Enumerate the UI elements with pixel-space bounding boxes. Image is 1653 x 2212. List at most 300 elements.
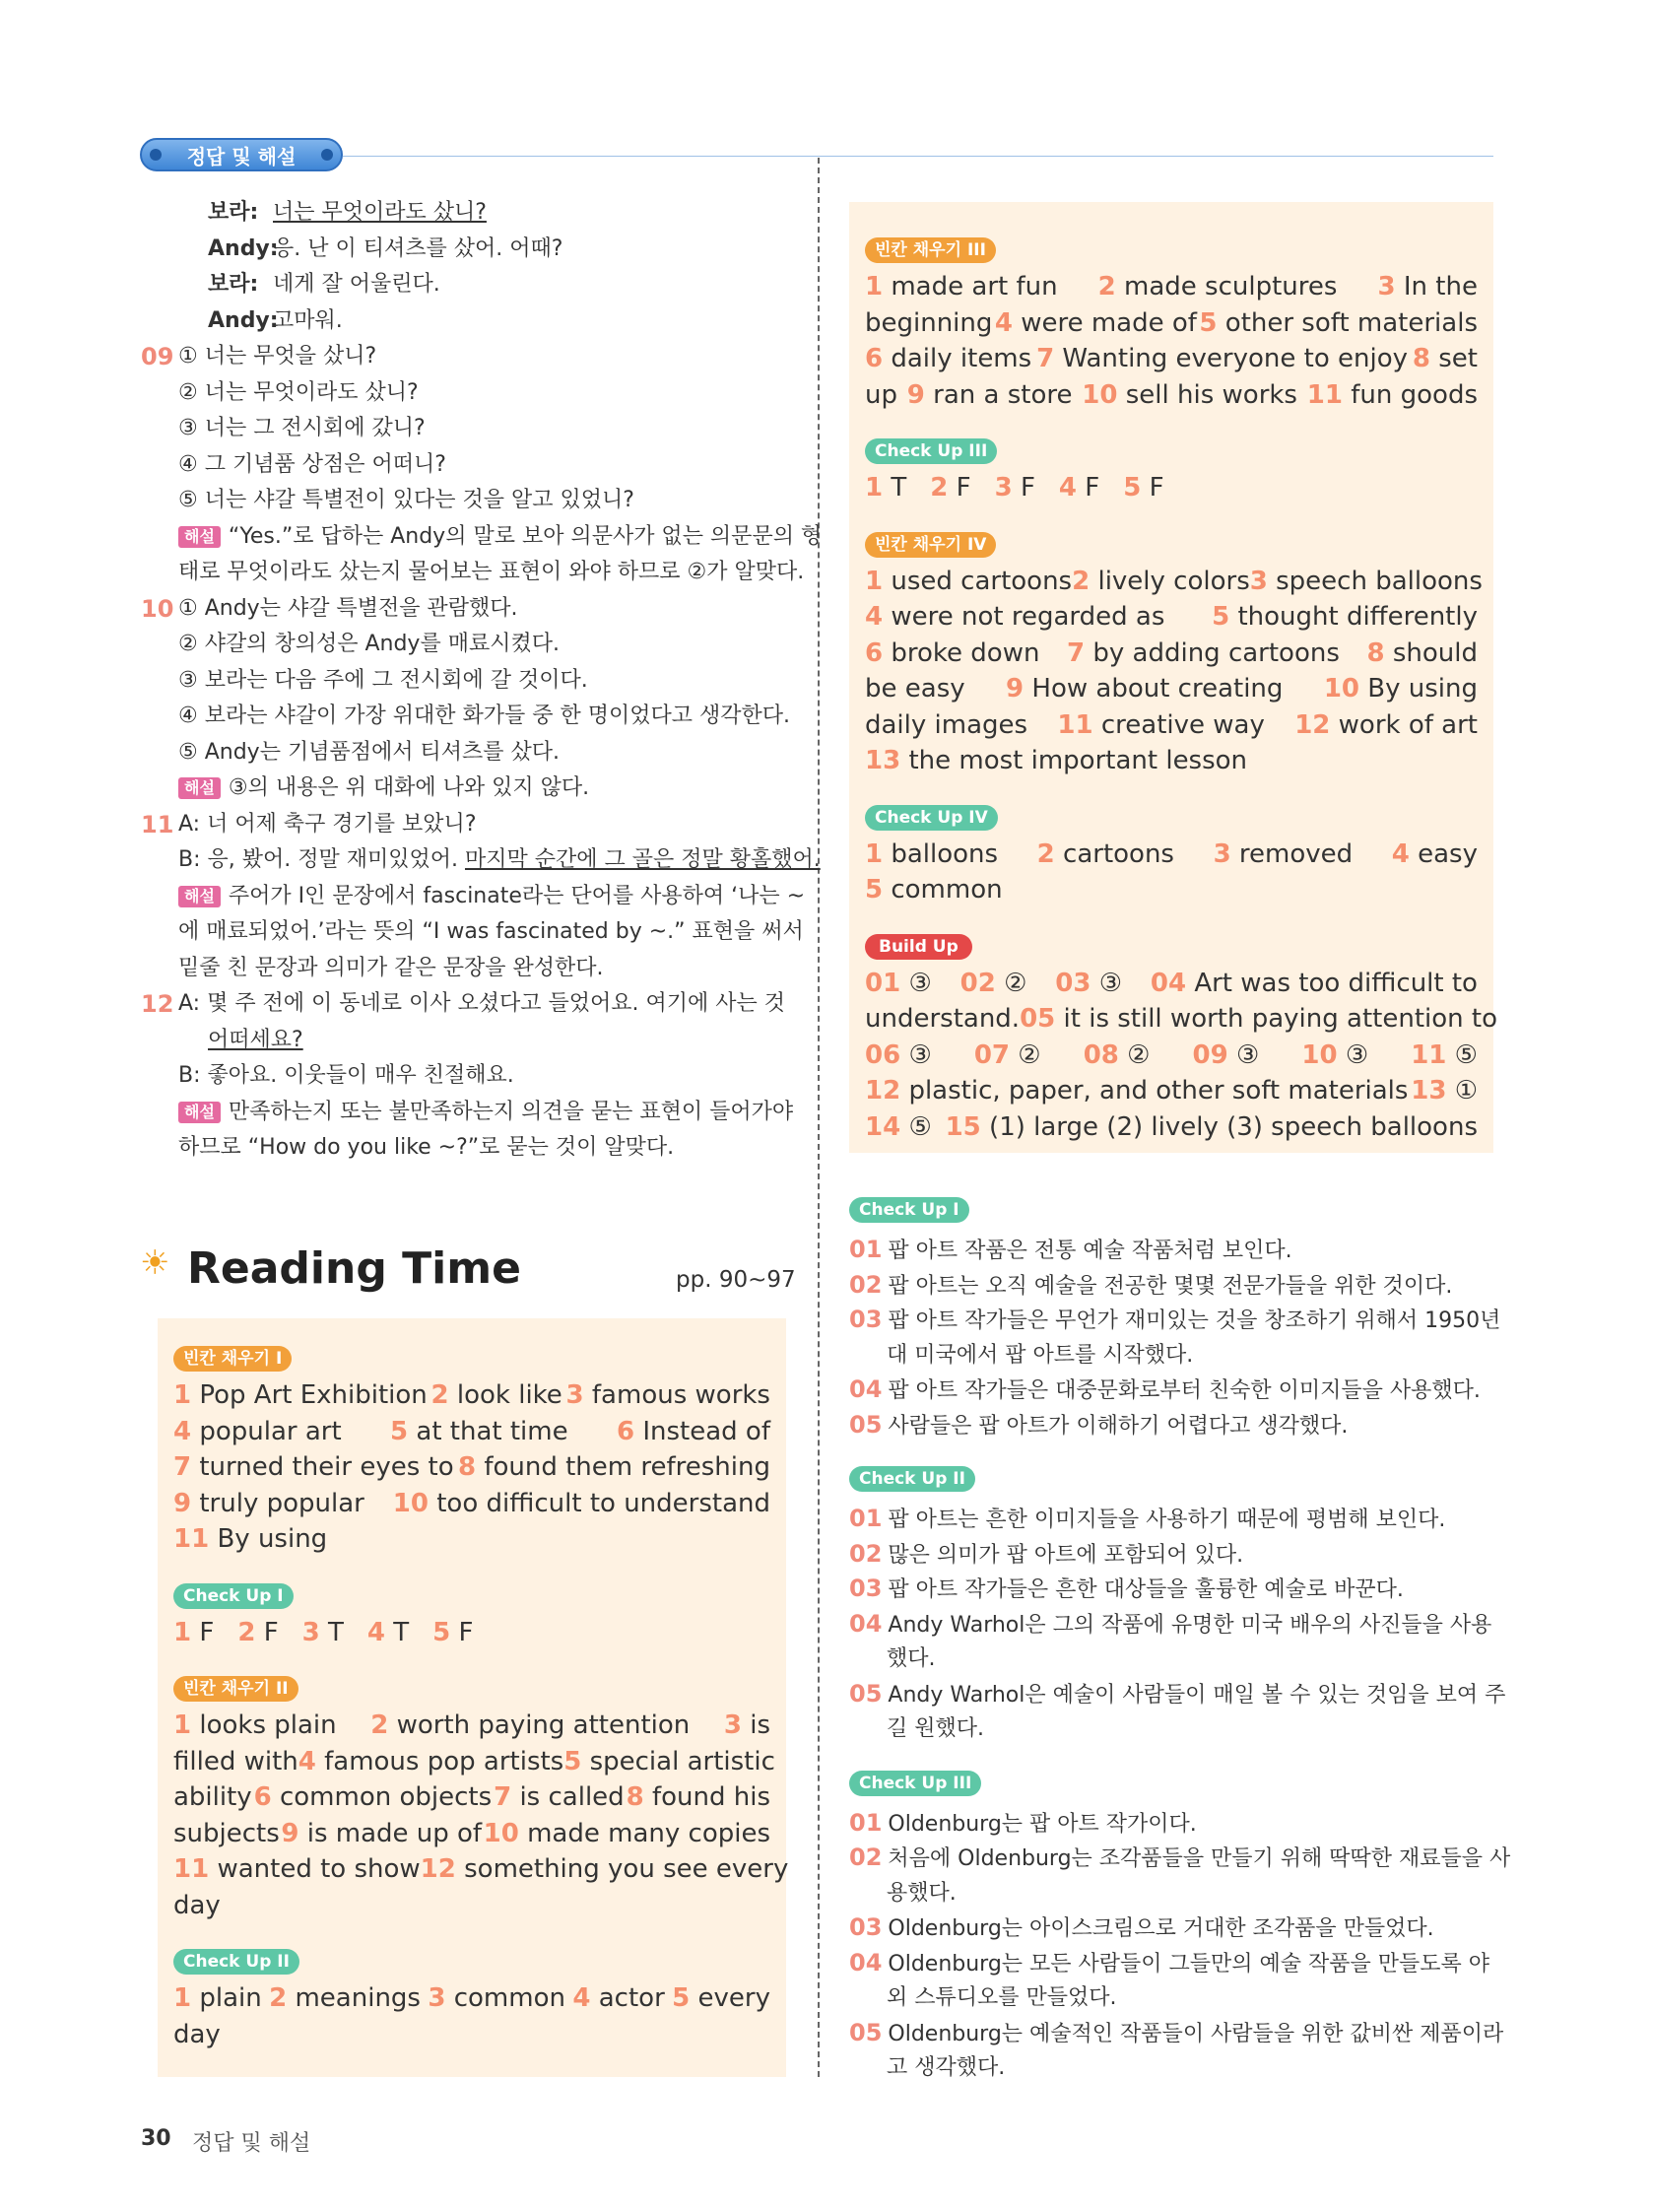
tag-row [173, 1334, 770, 1377]
answer-item [1036, 341, 1408, 377]
answer-item [1413, 341, 1478, 377]
answer-item [494, 1779, 625, 1816]
answer-item [1250, 564, 1483, 600]
dialog-line: 응. 난 이 티셔츠를 샀어. 어때? [273, 235, 563, 261]
answer-text: common [891, 875, 1003, 905]
answer-item [173, 1521, 327, 1558]
answer-line [865, 564, 1483, 600]
explanation-badge: 해설 [178, 886, 221, 907]
answer-text: ③ [908, 968, 932, 998]
item-number: 02 [849, 1843, 883, 1871]
answer-text: beginning [865, 307, 993, 338]
answer-item [302, 1615, 344, 1651]
answer-number: 12 [1294, 709, 1331, 740]
answer-number: 8 [457, 1452, 477, 1482]
answer-item [627, 1779, 770, 1816]
answer-item [458, 1449, 770, 1486]
answer-item [865, 269, 1058, 305]
answer-line [865, 305, 1478, 342]
answer-line [173, 2017, 770, 2053]
answer-text: made sculptures [1124, 272, 1338, 302]
item-text: 팝 아트 작품은 전통 예술 작품처럼 보인다. [888, 1239, 1292, 1263]
answer-item [173, 1980, 262, 2017]
answer-item [1057, 707, 1264, 744]
explanation-text: 태로 무엇이라도 샀는지 물어보는 표현이 와야 하므로 ②가 알맞다. [178, 560, 805, 584]
tag-row [173, 1664, 770, 1708]
header-rule [343, 156, 1493, 157]
answer-number: 5 [1199, 307, 1218, 338]
answer-text: by adding cartoons [1092, 637, 1340, 668]
answer-text: were made of [1021, 307, 1197, 338]
item-number: 04 [849, 1948, 883, 1977]
answer-text: T [393, 1617, 410, 1647]
answer-item [865, 966, 932, 1002]
translation-line [849, 1338, 1499, 1374]
answer-text: common objects [279, 1782, 493, 1812]
dialog-line: B: 응, 봤어. 정말 재미있었어. [178, 847, 465, 872]
answer-number: 4 [173, 1416, 192, 1446]
answer-item [281, 1816, 482, 1852]
answer-item [484, 1816, 770, 1852]
answer-text: be easy [865, 674, 965, 704]
answer-text: ability [173, 1782, 252, 1812]
answer-item [865, 564, 1072, 600]
option: ③ 너는 그 전시회에 갔니? [178, 416, 426, 440]
underlined-sentence: 마지막 순간에 그 골은 정말 황홀했어. [464, 847, 821, 872]
answer-text: plastic, paper, and other soft materials [908, 1076, 1409, 1106]
answer-number: 8 [1412, 344, 1430, 373]
explanation-badge: 해설 [178, 777, 221, 799]
answer-text: ③ [1098, 968, 1123, 998]
answer-text: subjects [173, 1818, 280, 1848]
item-text: 고 생각했다. [887, 2055, 1006, 2080]
answer-line [865, 470, 1478, 506]
lightbulb-icon: ☀ [140, 1243, 170, 1283]
answer-item [298, 1744, 563, 1780]
answer-box-left [158, 1318, 789, 2077]
answer-number: 11 [1411, 1039, 1447, 1070]
answer-item [865, 636, 1039, 672]
answer-box-right [849, 202, 1497, 1153]
item-text: Andy Warhol은 그의 작품에 유명한 미국 배우의 사진들을 사용 [888, 1612, 1492, 1638]
spacer [865, 413, 1478, 427]
answer-number: 15 [945, 1111, 981, 1142]
answer-number: 08 [1083, 1039, 1119, 1070]
answer-item [1020, 1001, 1497, 1038]
answer-number: 5 [390, 1416, 409, 1446]
dialog-line: A: 몇 주 전에 이 동네로 이사 오셨다고 들었어요. 여기에 사는 것 [178, 991, 786, 1016]
tag-row [849, 1759, 1499, 1806]
answer-item [865, 743, 1247, 779]
answer-item [173, 1708, 337, 1744]
answer-item [865, 707, 1027, 744]
answer-text: Pop Art Exhibition [199, 1380, 428, 1410]
answer-item [1067, 636, 1340, 672]
answer-text: Art was too difficult to [1194, 968, 1478, 998]
answer-text: ① [1454, 1076, 1478, 1106]
answer-line [173, 1449, 770, 1486]
answer-line [173, 1486, 770, 1522]
answer-text: filled with [173, 1746, 298, 1776]
dialog-line: A: 너 어제 축구 경기를 보았니? [178, 811, 477, 837]
answer-text: other soft materials [1224, 307, 1478, 338]
translation-line [849, 1980, 1499, 2016]
answer-item [865, 671, 965, 707]
explanation-badge: 해설 [178, 1102, 221, 1123]
answer-number: 3 [1377, 272, 1396, 302]
answer-item [1098, 269, 1338, 305]
answer-number: 4 [1391, 838, 1410, 869]
answer-item [1214, 837, 1354, 873]
answer-item [1212, 599, 1478, 636]
answer-item [865, 305, 992, 342]
answer-line [865, 707, 1478, 744]
item-number: 01 [849, 1808, 883, 1837]
item-text: Oldenburg는 예술적인 작품들이 사람들을 위한 값비싼 제품이라 [888, 2021, 1504, 2046]
item-text: Oldenburg는 아이스크림으로 거대한 조각품을 만들었다. [888, 1916, 1434, 1941]
fill-blank-tag: 빈칸 채우기 I [173, 1346, 292, 1372]
answer-text: ⑤ [908, 1111, 932, 1142]
answer-item [173, 1744, 298, 1780]
answer-number: 4 [865, 602, 884, 632]
answer-text: too difficult to understand [436, 1488, 770, 1518]
answer-item [1392, 837, 1478, 873]
item-text: 팝 아트는 흔한 이미지들을 사용하기 때문에 평범해 보인다. [888, 1508, 1446, 1532]
answer-number: 11 [173, 1854, 210, 1884]
option: ④ 그 기념품 상점은 어떠니? [178, 451, 446, 477]
item-text: 했다. [887, 1646, 936, 1671]
fill-blank-tag: 빈칸 채우기 III [865, 237, 996, 263]
answer-text: By using [1367, 674, 1478, 704]
tag-row [849, 1185, 1499, 1233]
item-number: 03 [849, 1575, 883, 1602]
item-text: 처음에 Oldenburg는 조각품들을 만들기 위해 딱딱한 재료들을 사 [888, 1846, 1511, 1871]
item-number: 04 [849, 1375, 883, 1403]
answer-item [393, 1486, 770, 1522]
answer-line [173, 1615, 770, 1651]
answer-item [1037, 837, 1174, 873]
answer-text: cartoons [1063, 838, 1174, 869]
answer-item [432, 1615, 473, 1651]
answer-line [865, 1001, 1497, 1038]
answer-text: used cartoons [891, 566, 1073, 596]
answer-line [173, 1816, 770, 1852]
translation-line [849, 1806, 1499, 1842]
speaker: 보라: [208, 200, 259, 225]
answer-text: creative way [1100, 709, 1265, 740]
answer-number: 8 [1366, 637, 1385, 668]
answer-item [865, 1109, 932, 1146]
answer-line [865, 599, 1478, 636]
answer-number: 10 [392, 1488, 429, 1518]
translation-line [849, 1677, 1506, 1712]
spacer [865, 779, 1478, 793]
item-number: 05 [849, 1679, 883, 1708]
answer-number: 1 [865, 473, 884, 503]
answer-item [865, 872, 1003, 908]
tag-row [849, 1454, 1499, 1502]
answer-item [1193, 1038, 1260, 1074]
answer-text: set [1438, 344, 1478, 373]
answer-text: In the [1403, 272, 1478, 302]
answer-text: famous works [591, 1380, 770, 1410]
answer-line [865, 341, 1478, 377]
answer-line [173, 1779, 770, 1816]
answer-number: 13 [865, 746, 901, 775]
answer-number: 4 [572, 1983, 591, 2013]
speaker: 보라: [208, 272, 259, 297]
answer-item [1084, 1038, 1151, 1074]
answer-number: 6 [865, 344, 884, 373]
answer-number: 10 [1323, 674, 1360, 704]
answer-text: famous pop artists [324, 1746, 564, 1776]
speaker: Andy: [208, 235, 279, 261]
answer-text: worth paying attention [396, 1710, 691, 1740]
answer-number: 5 [1123, 473, 1142, 503]
answer-line [865, 377, 1478, 414]
left-answers [141, 195, 823, 1167]
section-tag-label: 정답 및 해설 [186, 144, 297, 168]
answer-text: found them refreshing [484, 1452, 770, 1482]
answer-item [1199, 305, 1478, 342]
answer-text: F [1149, 473, 1164, 503]
item-number: 03 [849, 1913, 883, 1941]
answer-text: How about creating [1031, 674, 1284, 704]
item-text: 많은 의미가 팝 아트에 포함되어 있다. [888, 1542, 1244, 1568]
answer-text: it is still worth paying attention to [1063, 1004, 1497, 1034]
answer-text: actor [598, 1983, 665, 2013]
answer-text: ③ [1235, 1039, 1260, 1070]
item-number: 02 [849, 1539, 883, 1568]
answer-text: day [173, 2019, 221, 2049]
answer-text: should [1392, 637, 1478, 668]
answer-text: common [453, 1983, 565, 2013]
answer-item [173, 1414, 342, 1450]
answer-number: 7 [494, 1782, 512, 1812]
spacer [849, 1442, 1499, 1454]
answer-item [431, 1377, 562, 1414]
item-text: 길 원했다. [887, 1716, 984, 1741]
option: ⑤ 너는 샤갈 특별전이 있다는 것을 알고 있었니? [178, 488, 634, 512]
answer-text: found his [651, 1782, 770, 1812]
answer-text: ② [1127, 1039, 1151, 1070]
answer-number: 3 [565, 1380, 584, 1410]
item-text: Oldenburg는 팝 아트 작가이다. [888, 1811, 1197, 1837]
answer-number: 01 [865, 968, 901, 998]
answer-item [1324, 671, 1478, 707]
answer-item [930, 470, 970, 506]
answer-number: 6 [616, 1416, 635, 1446]
answer-number: 2 [237, 1617, 256, 1647]
answer-item [173, 1779, 252, 1816]
option: ① 너는 무엇을 샀니? [178, 344, 377, 369]
option: ⑤ Andy는 기념품점에서 티셔츠를 샀다. [178, 739, 560, 765]
spacer [173, 1650, 770, 1664]
answer-text: meanings [295, 1983, 421, 2013]
answer-item [254, 1779, 493, 1816]
answer-item [390, 1414, 568, 1450]
translation-line [849, 1373, 1499, 1408]
column-divider [818, 158, 820, 2077]
tag-row [173, 1572, 770, 1615]
answer-number: 1 [173, 1983, 192, 2013]
answer-item [428, 1980, 565, 2017]
answer-text: ③ [1345, 1039, 1369, 1070]
answer-number: 03 [1055, 968, 1091, 998]
answer-text: F [199, 1617, 215, 1647]
answer-line [865, 872, 1478, 908]
footer-label: 정답 및 해설 [192, 2131, 311, 2156]
translation-line [849, 1910, 1499, 1946]
answer-number: 07 [973, 1039, 1011, 1070]
answer-line [173, 1888, 770, 1924]
answer-text: day [173, 1890, 221, 1920]
answer-item [1366, 636, 1478, 672]
translation-line [849, 1572, 1499, 1607]
answer-text: made art fun [891, 272, 1058, 302]
answer-item [1411, 1073, 1478, 1109]
answer-text: T [328, 1617, 344, 1647]
answer-item [865, 1038, 932, 1074]
answer-item [907, 377, 1073, 414]
option: ④ 보라는 샤갈이 가장 위대한 화가들 중 한 명이었다고 생각한다. [178, 704, 790, 728]
answer-number: 7 [173, 1452, 192, 1482]
translation-line [849, 2050, 1499, 2086]
check-up-translations [849, 1185, 1511, 2086]
answer-item [367, 1615, 409, 1651]
item-text: 용했다. [887, 1880, 957, 1906]
item-text: 팝 아트 작가들은 흔한 대상들을 훌륭한 예술로 바꾼다. [888, 1577, 1404, 1602]
answer-item [960, 966, 1027, 1002]
answer-number: 14 [865, 1111, 901, 1142]
answer-number: 02 [959, 968, 996, 998]
dialog-line: 고마워. [273, 307, 343, 333]
translation-line [849, 1711, 1499, 1747]
answer-text: thought differently [1237, 602, 1478, 632]
answer-number: 5 [432, 1617, 451, 1647]
spacer [173, 1923, 770, 1937]
answer-text: wanted to show [217, 1854, 421, 1884]
item-text: Andy Warhol은 예술이 사람들이 매일 볼 수 있는 것임을 보여 주 [888, 1682, 1506, 1708]
answer-item [865, 1073, 1408, 1109]
answer-item [1151, 966, 1478, 1002]
fill-blank-tag: 빈칸 채우기 IV [865, 532, 996, 558]
answer-item [237, 1615, 278, 1651]
tag-row [865, 793, 1478, 837]
answer-text: lively colors [1097, 566, 1250, 596]
answer-item [269, 1980, 421, 2017]
answer-item [1055, 966, 1122, 1002]
answer-line [173, 1521, 770, 1558]
explanation-badge: 해설 [178, 526, 221, 548]
answer-number: 3 [723, 1710, 742, 1740]
explanation-text: 하므로 “How do you like ~?”로 묻는 것이 알맞다. [178, 1135, 675, 1160]
answer-line [865, 1073, 1478, 1109]
translation-line [849, 1268, 1499, 1304]
answer-text: ② [1018, 1039, 1041, 1070]
check-up-tag: Check Up III [849, 1771, 981, 1796]
answer-number: 10 [1082, 379, 1118, 410]
answer-number: 4 [994, 307, 1013, 338]
answer-item [173, 1449, 454, 1486]
check-up-tag: Check Up IV [865, 805, 998, 831]
answer-item [995, 470, 1035, 506]
answer-text: ⑤ [1454, 1039, 1478, 1070]
answer-number: 05 [1020, 1004, 1056, 1034]
answer-item [370, 1708, 690, 1744]
answer-number: 6 [253, 1782, 272, 1812]
answer-item [1123, 470, 1163, 506]
spacer [865, 908, 1478, 922]
item-number: 03 [849, 1306, 883, 1333]
option: ② 너는 무엇이라도 샀니? [178, 379, 419, 405]
build-up-tag: Build Up [865, 934, 972, 960]
answer-line [865, 636, 1478, 672]
translation-line [849, 1642, 1499, 1677]
answer-item [995, 305, 1197, 342]
answer-number: 1 [173, 1710, 192, 1740]
answer-text: (1) large (2) lively (3) speech balloons [989, 1111, 1478, 1142]
answer-text: is [750, 1710, 770, 1740]
answer-item [173, 2017, 221, 2053]
answer-item [1307, 377, 1478, 414]
translation-line [849, 1303, 1499, 1338]
item-text: 외 스튜디오를 만들었다. [887, 1985, 1117, 2010]
answer-text: ③ [908, 1039, 932, 1070]
answer-text: at that time [416, 1416, 568, 1446]
answer-number: 11 [173, 1524, 210, 1554]
answer-text: looks plain [199, 1710, 337, 1740]
answer-item [173, 1377, 428, 1414]
answer-number: 09 [1192, 1039, 1228, 1070]
answer-number: 3 [428, 1983, 446, 2013]
answer-text: every [697, 1983, 770, 2013]
item-text: 대 미국에서 팝 아트를 시작했다. [887, 1342, 1194, 1368]
question-number: 11 [141, 810, 174, 838]
translation-line [849, 1408, 1499, 1443]
answer-line [865, 671, 1478, 707]
answer-item [1378, 269, 1478, 305]
tag-right-dot [321, 149, 333, 161]
answer-text: up [865, 379, 897, 410]
answer-text: is made up of [306, 1818, 483, 1848]
option: ③ 보라는 다음 주에 그 전시회에 갈 것이다. [178, 667, 588, 693]
answer-number: 3 [994, 473, 1013, 503]
answer-item [865, 470, 906, 506]
item-text: 사람들은 팝 아트가 이해하기 어렵다고 생각했다. [888, 1413, 1349, 1439]
answer-text: F [263, 1617, 279, 1647]
answer-item [946, 1109, 1478, 1146]
translation-line [849, 1607, 1499, 1642]
answer-number: 6 [865, 637, 884, 668]
answer-number: 11 [1306, 379, 1343, 410]
check-up-tag: Check Up II [173, 1949, 299, 1975]
option: ② 샤갈의 창의성은 Andy를 매료시켰다. [178, 632, 560, 656]
answer-text: something you see every [464, 1854, 789, 1884]
translation-line [849, 2016, 1504, 2051]
answer-text: plain [199, 1983, 262, 2013]
tag-row [865, 427, 1478, 470]
answer-item [1294, 707, 1478, 744]
item-text: 팝 아트 작가들은 대중문화로부터 친숙한 이미지들을 사용했다. [888, 1378, 1481, 1403]
answer-number: 11 [1057, 709, 1093, 740]
answer-text: is called [519, 1782, 625, 1812]
answer-text: F [956, 473, 971, 503]
answer-number: 8 [626, 1782, 644, 1812]
answer-number: 2 [1072, 566, 1091, 596]
item-number: 05 [849, 1410, 883, 1439]
answer-number: 2 [269, 1983, 288, 2013]
